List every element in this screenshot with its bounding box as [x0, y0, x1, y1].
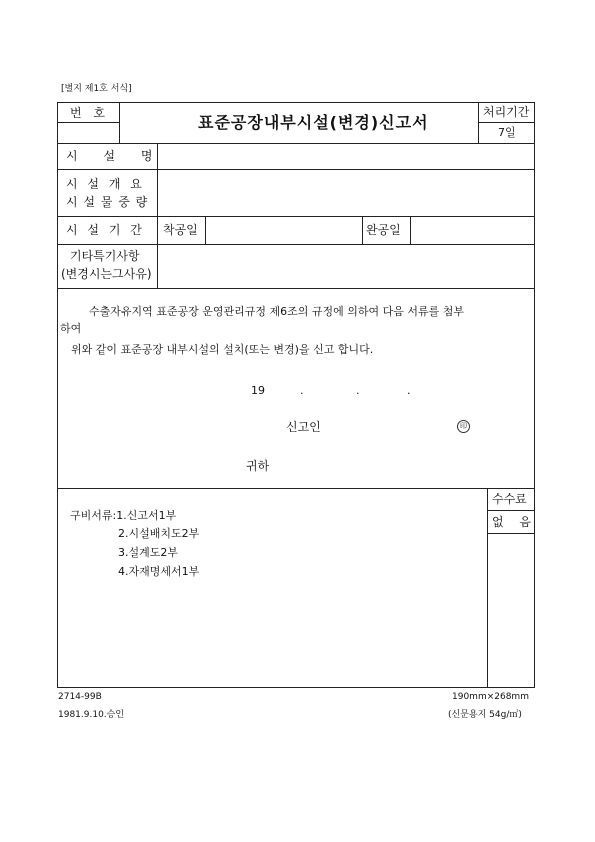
- applicant-name-field[interactable]: [325, 416, 455, 436]
- date-separator-day: .: [407, 384, 411, 397]
- end-date-label: 완공일: [366, 223, 401, 237]
- form-header-label: [별지 제1호 서식]: [61, 84, 132, 94]
- processing-period-value: 7일: [498, 126, 516, 139]
- form-number-label: 번 호: [70, 106, 109, 120]
- vline-form-no: [119, 102, 120, 143]
- required-doc-3: 3.설계도2부: [118, 546, 178, 559]
- declaration-line-2: 위와 같이 표준공장 내부시설의 설치(또는 변경)을 신고 합니다.: [71, 343, 374, 356]
- fee-label: 수수료: [492, 492, 527, 506]
- change-reason-label: (변경시는그사유): [61, 267, 152, 281]
- processing-period-label: 처리기간: [483, 105, 530, 119]
- footer-form-code: 2714-99B: [58, 692, 102, 702]
- divider-fee-value: [487, 533, 535, 534]
- other-remarks-field[interactable]: [158, 245, 534, 288]
- declaration-line-1-wrap: 하여: [60, 322, 82, 335]
- start-date-field[interactable]: [206, 217, 362, 244]
- other-remarks-label: 기타특기사항: [70, 249, 140, 263]
- divider-declaration: [57, 488, 535, 489]
- required-doc-1: 구비서류:1.신고서1부: [70, 509, 177, 522]
- vline-processing-period: [478, 102, 479, 143]
- date-separator-year: .: [300, 384, 304, 397]
- footer-paper-type: (신문용지 54g/㎡): [448, 710, 522, 720]
- vline-end-date-label: [362, 216, 363, 244]
- seal-mark-icon: 印: [457, 420, 470, 433]
- divider-processing-period: [478, 122, 535, 123]
- facility-period-label: 시 설 기 간: [66, 223, 145, 237]
- facility-overview-label: 시 설 개 요: [66, 177, 145, 191]
- date-year-prefix: 19: [251, 384, 265, 397]
- facility-name-label: 시 설 명: [66, 149, 164, 163]
- required-doc-2: 2.시설배치도2부: [118, 527, 200, 540]
- footer-paper-size: 190mm×268mm: [452, 692, 529, 702]
- divider-remarks: [57, 288, 535, 289]
- applicant-label: 신고인: [286, 420, 321, 434]
- form-title: 표준공장내부시설(변경)신고서: [198, 113, 429, 132]
- facility-weight-label: 시 설 물 중 량: [66, 195, 149, 209]
- facility-overview-field[interactable]: [158, 170, 534, 216]
- facility-name-field[interactable]: [158, 144, 534, 169]
- start-date-label: 착공일: [163, 223, 198, 237]
- declaration-line-1: 수출자유지역 표준공장 운영관리규정 제6조의 규정에 의하여 다음 서류를 첨부: [89, 305, 465, 318]
- addressee-suffix: 귀하: [246, 459, 270, 473]
- fee-value: 없 음: [492, 515, 537, 529]
- divider-fee: [487, 510, 535, 511]
- date-separator-month: .: [356, 384, 360, 397]
- end-date-field[interactable]: [411, 217, 534, 244]
- vline-fee: [487, 488, 488, 688]
- divider-form-no: [57, 122, 119, 123]
- required-doc-4: 4.자재명세서1부: [118, 565, 200, 578]
- footer-approval-date: 1981.9.10.승인: [58, 710, 125, 720]
